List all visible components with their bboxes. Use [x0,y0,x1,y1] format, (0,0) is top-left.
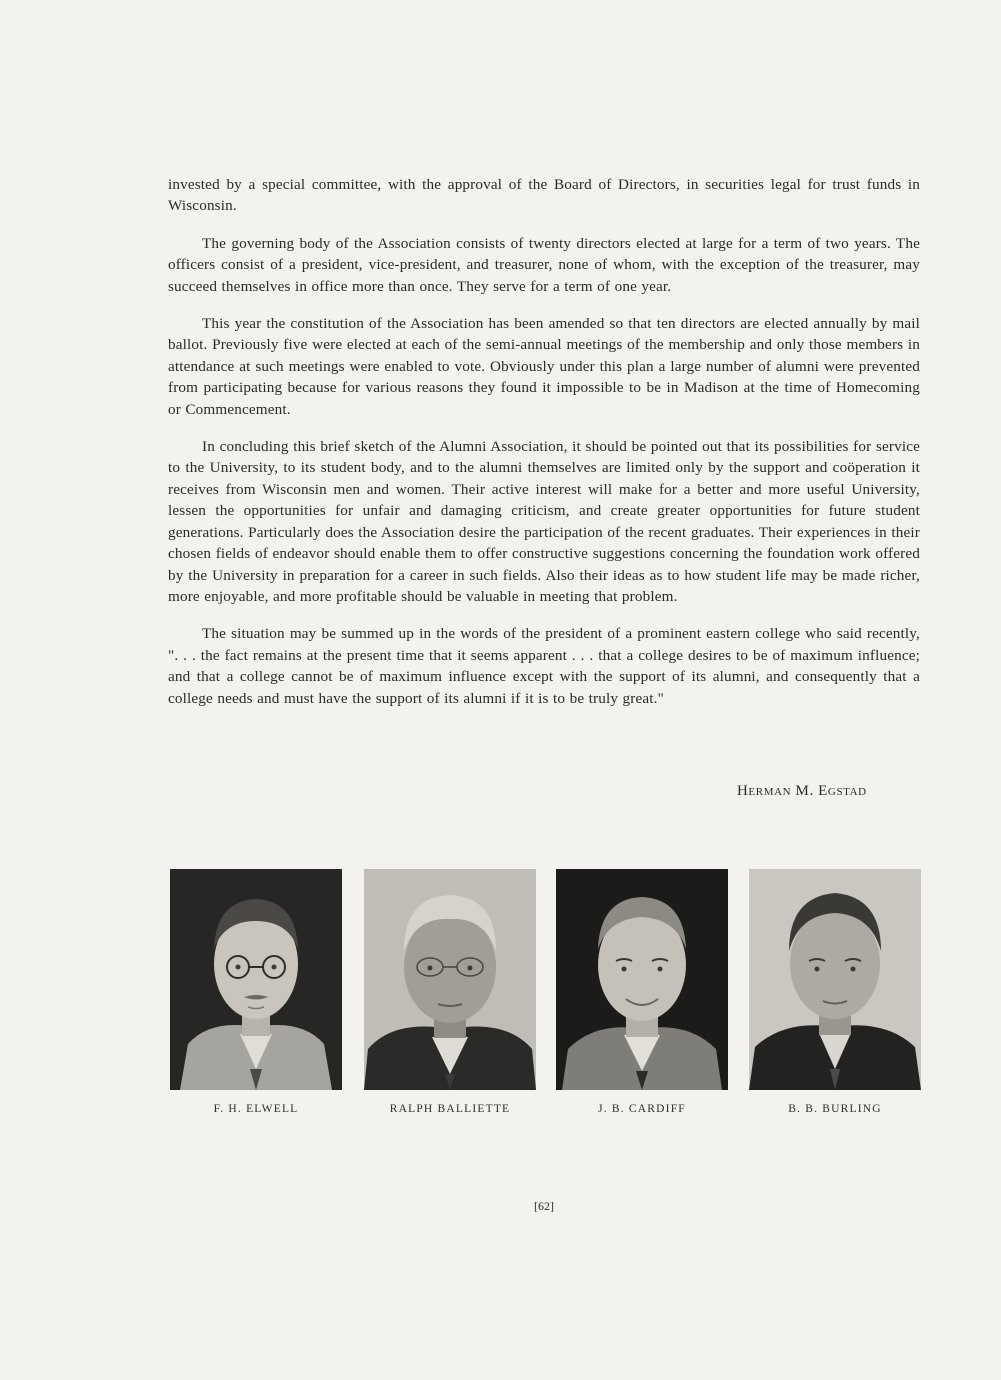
portrait-image-4 [749,869,921,1090]
paragraph-2: The governing body of the Association consists of twenty directors elected at large for a term of two years. The officers consist of a president, vice-president, and treasurer, none of whom, with the exception of the treasurer, may succeed themselves in office more than once. They serve for a term of one year. [168,234,920,295]
portrait-photo-1 [170,869,342,1090]
paragraph-4: In concluding this brief sketch of the Alumni Association, it should be pointed out that its possibilities for service to the University, to its student body, and to the alumni themselves are limited only by the support and coöperation it receives from Wisconsin men and women. Their active interest will make for a better and more useful University, lessen the opportunities for unfair and damaging criticism, and create greater opportunities for future student generations. Particularly does the Association desire the participation of the recent graduates. Their experiences in their chosen fields of endeavor should enable them to offer constructive suggestions concerning the foundation work offered by the University in preparation for a career in such fields. Also their ideas as to how student life may be made richer, more enjoyable, and more profitable should be valuable in meeting that problem. [168,438,920,605]
body-text [168,174,920,725]
portrait-photo-3 [556,869,728,1090]
portrait-image-2 [364,869,536,1090]
portrait-photo-4 [749,869,921,1090]
portrait-caption-1: F. H. ELWELL [213,1103,299,1115]
paragraph-5: The situation may be summed up in the words of the president of a prominent eastern college who said recently, ". . . the fact remains at the present time that it seems apparent . . . that a college desires to be of maximum influence; and that a college cannot be of maximum influence except with the support of its alumni, and consequently that a college needs and must have the support of its alumni if it is to be truly great." [168,625,920,707]
author-signature: Herman M. Egstad [737,783,867,799]
portrait-image-3 [556,869,728,1090]
paragraph-3: This year the constitution of the Association has been amended so that ten directors are elected annually by mail ballot. Previously five were elected at each of the semi-annual meetings of the membership and only those members in attendance at such meetings were enabled to vote. Obviously under this plan a large number of alumni were prevented from participating because for various reasons they found it impossible to be in Madison at the time of Homecoming or Commencement. [168,315,920,418]
page-number: [62] [534,1199,554,1213]
portrait-caption-2: RALPH BALLIETTE [389,1103,511,1115]
portrait-caption-3: J. B. CARDIFF [598,1103,686,1115]
portrait-photo-2 [364,869,536,1090]
portrait-image-1 [170,869,342,1090]
paragraph-1: invested by a special committee, with the approval of the Board of Directors, in securities legal for trust funds in Wisconsin. [168,176,920,215]
portrait-caption-4: B. B. BURLING [788,1103,882,1115]
